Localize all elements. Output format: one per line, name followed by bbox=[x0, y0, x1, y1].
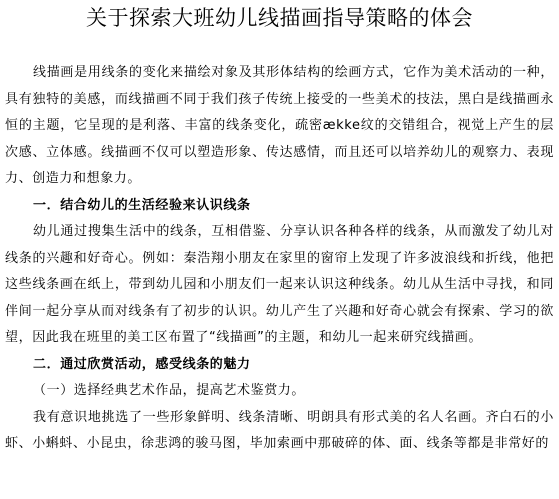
document-title: 关于探索大班幼儿线描画指导策略的体会 bbox=[86, 6, 473, 30]
section-1-paragraph: 幼儿通过搜集生活中的线条，互相借鉴、分享认识各种各样的线条，从而激发了幼儿对线条的兴趣和好奇心。例如：秦浩翔小朋友在家里的窗帘上发现了许多波浪线和折线，他把这些线条画在纸上，带到幼儿园和小朋友们一起来认识这种线条。幼儿从生活中寻找，和同伴间一起分享从而对线条有了初步的认识。幼儿产生了兴趣和好奇心就会有探索、学习的欲望，因此我在班里的美工区布置了“线描画”的主题，和幼儿一起来研究线描画。 bbox=[5, 224, 554, 345]
section-2-heading: 二．通过欣赏活动，感受线条的魅力 bbox=[33, 356, 251, 372]
title-spacing bbox=[5, 32, 554, 60]
section-2-subheading: （一）选择经典艺术作品，提高艺术鉴赏力。 bbox=[33, 383, 306, 398]
intro-paragraph: 线描画是用线条的变化来描绘对象及其形体结构的绘画方式，它作为美术活动的一种，具有独特的美感，而线描画不同于我们孩子传统上接受的一些美术的技法，黑白是线描画永恒的主题，它呈现的是利落、丰富的线条变化，疏密ække纹的交错组合，视觉上产生的层次感、立体感。线描画不仅可以塑造形象、传达感情，而且还可以培养幼儿的观察力、表现力、创造力和想象力。 bbox=[5, 65, 554, 186]
section-2-paragraph: 我有意识地挑选了一些形象鲜明、线条清晰、明朗具有形式美的名人名画。齐白石的小虾、小蝌蚪、小昆虫，徐悲鸿的骏马图，毕加索画中那破碎的体、面、线条等都是非常好的 bbox=[5, 409, 554, 451]
section-1-heading: 一．结合幼儿的生活经验来认识线条 bbox=[33, 197, 251, 213]
